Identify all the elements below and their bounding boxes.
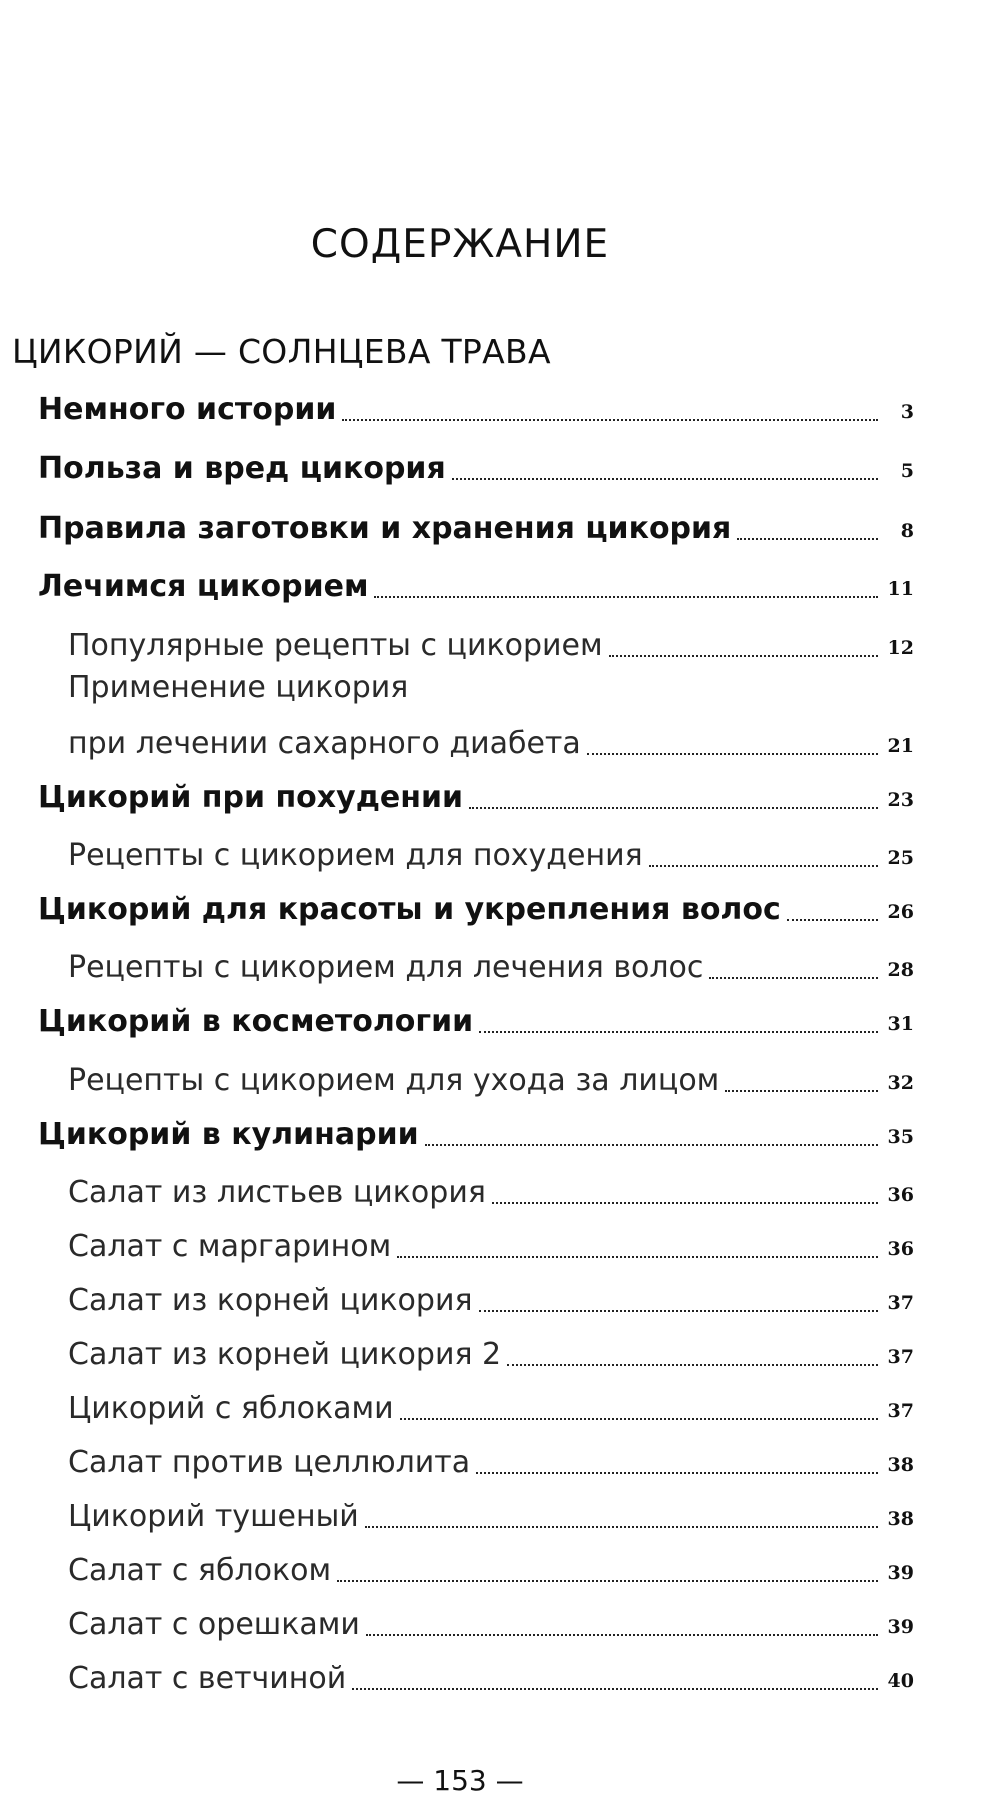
toc-entry-label: Польза и вред цикория	[38, 451, 446, 486]
toc-page-number: 5	[900, 460, 914, 482]
toc-page-number: 12	[887, 637, 914, 659]
section-heading: ЦИКОРИЙ — СОЛНЦЕВА ТРАВА	[12, 332, 551, 371]
dot-leader	[649, 865, 878, 867]
toc-page-number: 36	[887, 1184, 914, 1206]
toc-entry-label: Салат из листьев цикория	[68, 1175, 486, 1210]
toc-subentry[interactable]	[0, 1553, 1000, 1593]
toc-entry-label: Популярные рецепты с цикорием	[68, 628, 603, 663]
dot-leader	[342, 419, 878, 421]
dot-leader	[507, 1364, 878, 1366]
toc-page-number: 39	[887, 1616, 914, 1638]
toc-page-number: 39	[887, 1562, 914, 1584]
toc-subentry[interactable]	[0, 670, 1000, 766]
toc-entry-label: Салат с яблоком	[68, 1553, 332, 1588]
toc-entry-label: Правила заготовки и хранения цикория	[38, 511, 732, 546]
toc-chapter-entry[interactable]	[0, 392, 1000, 432]
toc-entry-label: Рецепты с цикорием для лечения волос	[68, 950, 704, 985]
dot-leader	[709, 977, 878, 979]
toc-page-number: 26	[887, 901, 914, 923]
toc-entry-label: Цикорий тушеный	[68, 1499, 359, 1534]
dot-leader	[425, 1144, 878, 1146]
toc-page-number: 38	[887, 1508, 914, 1530]
toc-chapter-entry[interactable]	[0, 569, 1000, 609]
toc-chapter-entry[interactable]	[0, 892, 1000, 932]
toc-entry-label: Салат с маргарином	[68, 1229, 392, 1264]
dot-leader	[479, 1310, 878, 1312]
toc-page-number: 35	[887, 1126, 914, 1148]
toc-page-number: 38	[887, 1454, 914, 1476]
toc-subentry[interactable]	[0, 628, 1000, 668]
toc-page-number: 11	[887, 578, 914, 600]
dot-leader	[479, 1031, 878, 1033]
dot-leader	[587, 753, 878, 755]
toc-subentry[interactable]	[0, 1445, 1000, 1485]
dot-leader	[469, 807, 878, 809]
dot-leader	[492, 1202, 878, 1204]
dot-leader	[452, 478, 878, 480]
toc-entry-label: Цикорий с яблоками	[68, 1391, 394, 1426]
dot-leader	[737, 538, 878, 540]
toc-page-number: 32	[887, 1072, 914, 1094]
toc-entry-label: Цикорий для красоты и укрепления волос	[38, 892, 781, 927]
toc-entry-label: Салат с ветчиной	[68, 1661, 347, 1696]
toc-entry-label: Цикорий при похудении	[38, 780, 464, 815]
toc-subentry[interactable]	[0, 1661, 1000, 1701]
toc-entry-label: Салат с орешками	[68, 1607, 360, 1642]
dot-leader	[374, 596, 878, 598]
toc-page-number: 37	[887, 1400, 914, 1422]
toc-page-number: 8	[900, 520, 914, 542]
toc-entry-label: при лечении сахарного диабета	[68, 726, 581, 761]
toc-subentry[interactable]	[0, 1063, 1000, 1103]
dot-leader	[609, 655, 878, 657]
toc-entry-label: Цикорий в косметологии	[38, 1004, 474, 1039]
toc-entry-label: Рецепты с цикорием для ухода за лицом	[68, 1063, 720, 1098]
toc-entry-label: Салат из корней цикория 2	[68, 1337, 502, 1372]
toc-subentry[interactable]	[0, 1175, 1000, 1215]
toc-subentry[interactable]	[0, 950, 1000, 990]
toc-subentry[interactable]	[0, 1229, 1000, 1269]
toc-page-number: 31	[887, 1013, 914, 1035]
toc-chapter-entry[interactable]	[0, 1004, 1000, 1044]
toc-chapter-entry[interactable]	[0, 511, 1000, 551]
page-title: СОДЕРЖАНИЕ	[310, 222, 610, 267]
dot-leader	[787, 919, 878, 921]
toc-entry-label: Лечимся цикорием	[38, 569, 369, 604]
toc-chapter-entry[interactable]	[0, 1117, 1000, 1157]
dot-leader	[352, 1688, 878, 1690]
toc-subentry[interactable]	[0, 1391, 1000, 1431]
toc-page-number: 3	[900, 401, 914, 423]
toc-entry-label: Цикорий в кулинарии	[38, 1117, 419, 1152]
toc-entry-label: Немного истории	[38, 392, 337, 427]
toc-entry-label-line1: Применение цикория	[68, 670, 409, 705]
dot-leader	[400, 1418, 878, 1420]
toc-entry-label: Салат из корней цикория	[68, 1283, 473, 1318]
toc-page-number: 40	[887, 1670, 914, 1692]
dot-leader	[366, 1634, 878, 1636]
dot-leader	[337, 1580, 878, 1582]
toc-subentry[interactable]	[0, 838, 1000, 878]
toc-subentry[interactable]	[0, 1499, 1000, 1539]
toc-page-number: 28	[887, 959, 914, 981]
toc-page-number: 23	[887, 789, 914, 811]
toc-page-number: 37	[887, 1346, 914, 1368]
page-number: — 153 —	[396, 1764, 524, 1797]
toc-entry-label: Салат против целлюлита	[68, 1445, 471, 1480]
toc-chapter-entry[interactable]	[0, 780, 1000, 820]
toc-entry-label: Рецепты с цикорием для похудения	[68, 838, 643, 873]
toc-subentry[interactable]	[0, 1337, 1000, 1377]
dot-leader	[725, 1090, 878, 1092]
toc-chapter-entry[interactable]	[0, 451, 1000, 491]
dot-leader	[476, 1472, 878, 1474]
toc-subentry[interactable]	[0, 1283, 1000, 1323]
dot-leader	[365, 1526, 878, 1528]
toc-page-number: 25	[887, 847, 914, 869]
dot-leader	[397, 1256, 878, 1258]
toc-subentry[interactable]	[0, 1607, 1000, 1647]
toc-page-number: 21	[887, 735, 914, 757]
toc-page-number: 37	[887, 1292, 914, 1314]
toc-page-number: 36	[887, 1238, 914, 1260]
